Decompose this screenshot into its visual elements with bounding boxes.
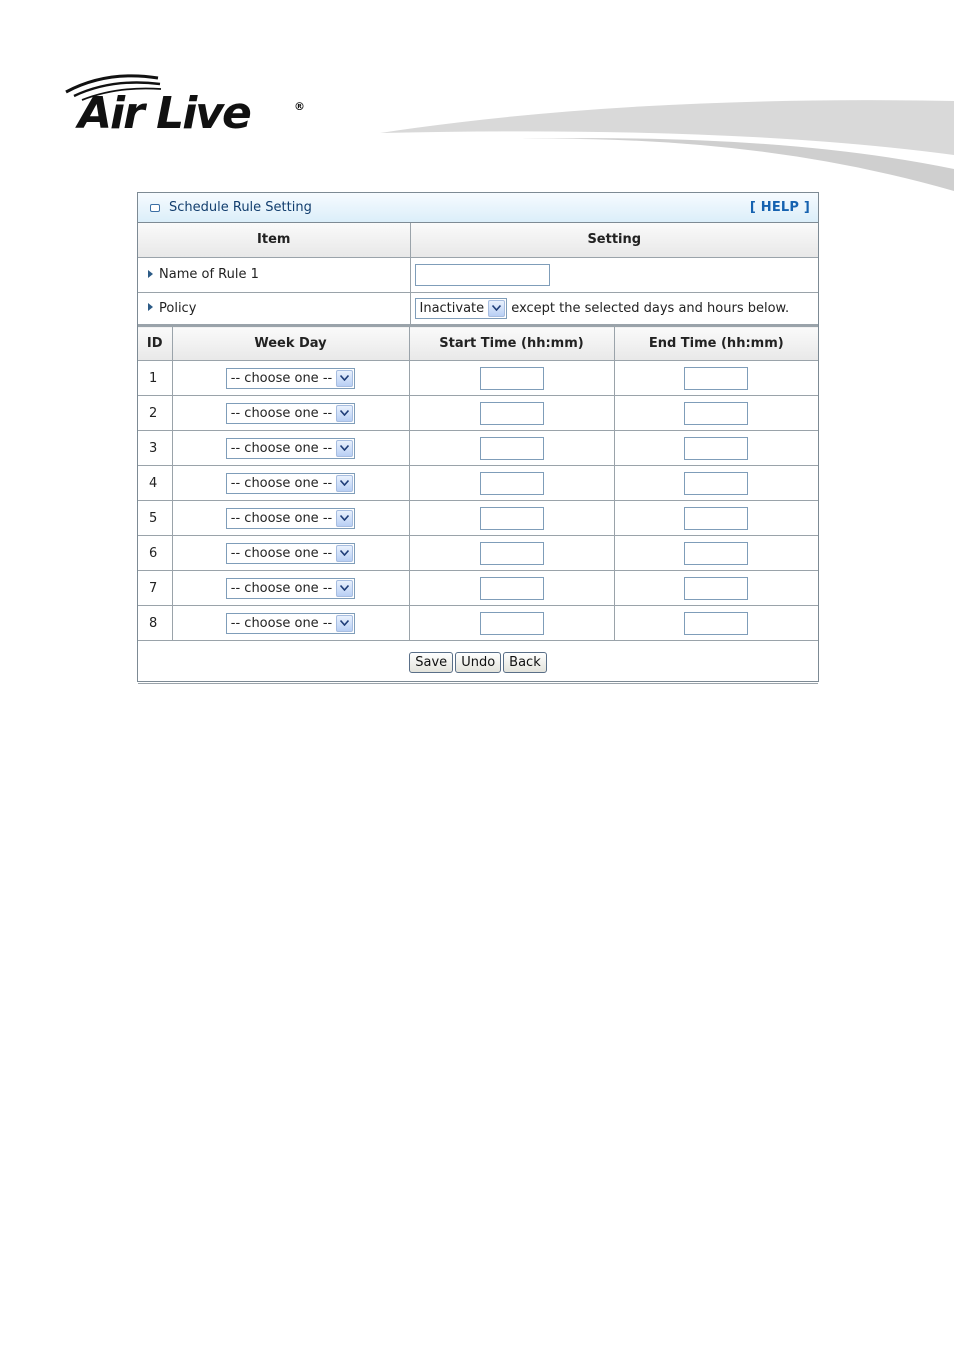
end-time-cell (614, 606, 818, 641)
policy-label: Policy (159, 300, 197, 316)
row-id: 4 (138, 466, 172, 501)
end-time-cell (614, 571, 818, 606)
week-day-select-value: -- choose one -- (230, 440, 333, 456)
start-time-input[interactable] (480, 402, 544, 425)
week-day-cell (172, 501, 409, 536)
schedule-row (138, 606, 818, 641)
week-day-cell (172, 571, 409, 606)
chevron-down-icon[interactable] (336, 510, 353, 527)
end-time-input[interactable] (684, 612, 748, 635)
chevron-down-icon[interactable] (488, 300, 505, 317)
week-day-select-value: -- choose one -- (230, 580, 333, 596)
rule-name-input[interactable] (415, 264, 550, 286)
start-time-cell (409, 396, 614, 431)
row-id: 6 (138, 536, 172, 571)
start-time-input[interactable] (480, 542, 544, 565)
policy-select-value: Inactivate (419, 300, 485, 316)
week-day-select-value: -- choose one -- (230, 510, 333, 526)
start-time-input[interactable] (480, 612, 544, 635)
end-time-input[interactable] (684, 577, 748, 600)
triangle-right-icon (148, 303, 153, 311)
policy-suffix-text: except the selected days and hours below. (511, 300, 790, 316)
item-header: Item (138, 223, 410, 257)
start-time-cell (409, 431, 614, 466)
week-day-cell (172, 466, 409, 501)
week-day-select[interactable] (226, 438, 355, 459)
start-time-input[interactable] (480, 507, 544, 530)
help-link[interactable]: [ HELP ] (749, 200, 810, 215)
row-id: 2 (138, 396, 172, 431)
panel-title-bar (138, 193, 818, 223)
end-time-input[interactable] (684, 367, 748, 390)
start-time-header: Start Time (hh:mm) (409, 327, 614, 361)
start-time-cell (409, 536, 614, 571)
week-day-select-value: -- choose one -- (230, 545, 333, 561)
schedule-row (138, 361, 818, 396)
schedule-row (138, 466, 818, 501)
save-button[interactable]: Save (409, 652, 453, 673)
end-time-cell (614, 396, 818, 431)
end-time-header: End Time (hh:mm) (614, 327, 818, 361)
start-time-input[interactable] (480, 367, 544, 390)
week-day-select-value: -- choose one -- (230, 370, 333, 386)
undo-button[interactable]: Undo (455, 652, 501, 673)
schedule-row (138, 431, 818, 466)
week-day-select-value: -- choose one -- (230, 615, 333, 631)
chevron-down-icon[interactable] (336, 545, 353, 562)
end-time-input[interactable] (684, 542, 748, 565)
start-time-input[interactable] (480, 577, 544, 600)
week-day-cell (172, 606, 409, 641)
schedule-row (138, 571, 818, 606)
start-time-input[interactable] (480, 472, 544, 495)
start-time-cell (409, 571, 614, 606)
week-day-select[interactable] (226, 368, 355, 389)
week-day-cell (172, 396, 409, 431)
rule-name-label: Name of Rule 1 (159, 267, 259, 282)
schedule-rule-panel (137, 192, 819, 682)
end-time-cell (614, 536, 818, 571)
policy-select[interactable] (415, 298, 508, 319)
button-row (138, 641, 818, 684)
rule-name-label-cell (138, 257, 410, 292)
start-time-cell (409, 361, 614, 396)
week-day-cell (172, 431, 409, 466)
week-day-select[interactable] (226, 473, 355, 494)
back-button[interactable]: Back (503, 652, 547, 673)
id-header: ID (138, 327, 172, 361)
end-time-cell (614, 431, 818, 466)
row-id: 3 (138, 431, 172, 466)
logo-text: Air Live (78, 88, 250, 139)
end-time-cell (614, 466, 818, 501)
week-day-select[interactable] (226, 578, 355, 599)
panel-title: Schedule Rule Setting (169, 200, 312, 215)
start-time-input[interactable] (480, 437, 544, 460)
chevron-down-icon[interactable] (336, 370, 353, 387)
chevron-down-icon[interactable] (336, 405, 353, 422)
end-time-input[interactable] (684, 472, 748, 495)
row-id: 1 (138, 361, 172, 396)
rule-settings-table (138, 223, 818, 326)
week-day-header: Week Day (172, 327, 409, 361)
start-time-cell (409, 606, 614, 641)
end-time-input[interactable] (684, 402, 748, 425)
airlive-logo (62, 70, 322, 142)
triangle-right-icon (148, 270, 153, 278)
chevron-down-icon[interactable] (336, 615, 353, 632)
week-day-select[interactable] (226, 508, 355, 529)
end-time-input[interactable] (684, 507, 748, 530)
week-day-select[interactable] (226, 613, 355, 634)
header-swoosh (380, 95, 954, 195)
week-day-select[interactable] (226, 403, 355, 424)
schedule-row (138, 501, 818, 536)
chevron-down-icon[interactable] (336, 580, 353, 597)
registered-mark: ® (294, 100, 305, 113)
schedule-rows (138, 361, 818, 641)
row-id: 8 (138, 606, 172, 641)
schedule-row (138, 536, 818, 571)
start-time-cell (409, 501, 614, 536)
week-day-cell (172, 536, 409, 571)
start-time-cell (409, 466, 614, 501)
end-time-cell (614, 501, 818, 536)
square-bullet-icon (150, 204, 160, 212)
row-id: 7 (138, 571, 172, 606)
week-day-select-value: -- choose one -- (230, 405, 333, 421)
end-time-cell (614, 361, 818, 396)
week-day-select-value: -- choose one -- (230, 475, 333, 491)
chevron-down-icon[interactable] (336, 440, 353, 457)
chevron-down-icon[interactable] (336, 475, 353, 492)
setting-header: Setting (410, 223, 818, 257)
row-id: 5 (138, 501, 172, 536)
week-day-select[interactable] (226, 543, 355, 564)
schedule-table (138, 326, 818, 684)
week-day-cell (172, 361, 409, 396)
policy-label-cell (138, 292, 410, 325)
end-time-input[interactable] (684, 437, 748, 460)
schedule-row (138, 396, 818, 431)
